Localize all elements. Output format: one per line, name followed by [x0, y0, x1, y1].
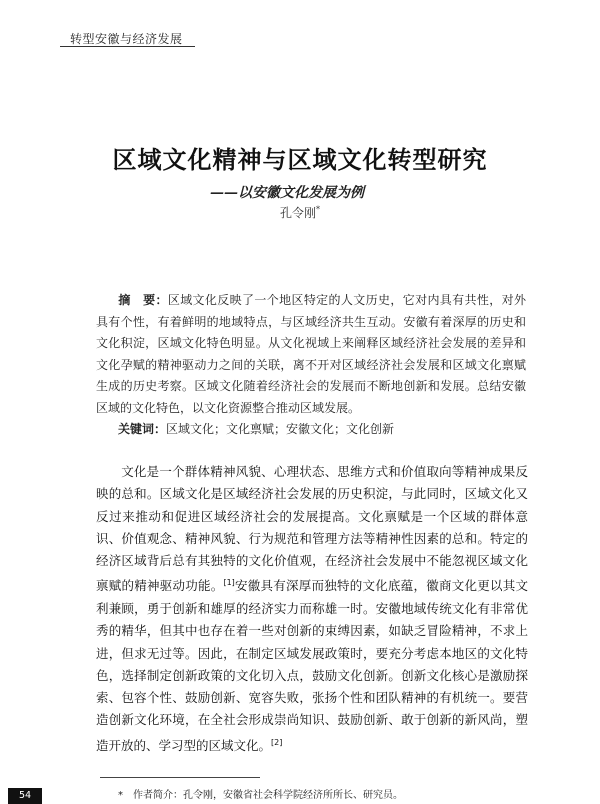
keywords-label: 关键词：: [118, 422, 167, 436]
body-text: [96, 461, 528, 757]
author-name: 孔令刚: [279, 206, 316, 220]
header-underline: [60, 46, 195, 48]
journal-section-header: 转型安徽与经济发展: [70, 32, 183, 46]
citation-1: [1]: [223, 578, 235, 588]
body-text-part-1: 文化是一个群体精神风貌、心理状态、思维方式和价值取向等精神成果反映的总和。区域文化是区域经济社会发展的历史积淀，与此同时，区域文化又反过来推动和促进区域经济社会的发展提高。文化禀赋是一个区域的群体意识、价值观念、精神风貌、行为规范和管理方法等精神性因素的总和。特定的经济区域背后总有其独特的文化价值观，在经济社会发展中不能忽视区域文化禀赋的精神驱动功能。: [96, 464, 528, 594]
body-paragraph: [96, 461, 528, 757]
article-subtitle: ——以安徽文化发展为例: [210, 185, 364, 201]
abstract-block: [96, 290, 526, 441]
footnote: [118, 786, 403, 801]
keywords-paragraph: [96, 419, 526, 441]
article-title: 区域文化精神与区域文化转型研究: [112, 146, 488, 174]
keywords-text: 区域文化；文化禀赋；安徽文化；文化创新: [166, 422, 395, 436]
citation-2: [2]: [271, 737, 283, 747]
abstract-paragraph: [96, 290, 526, 419]
abstract-text: 区域文化反映了一个地区特定的人文历史，它对内具有共性，对外具有个性，有着鲜明的地域特点，与区域经济共生互动。安徽有着深厚的历史和文化积淀，区域文化特色明显。从文化视域上来阐释区域经济社会发展的差异和文化孕赋的精神驱动力之间的关联，离不开对区域经济社会发展和区域文化禀赋生成的历史考察。区域文化随着经济社会的发展而不断地创新和发展。总结安徽区域的文化特色，以文化资源整合推动区域发展。: [96, 293, 526, 415]
author-line: [0, 204, 600, 221]
footnote-mark: *: [118, 790, 123, 801]
footnote-text: 作者简介：孔令刚，安徽省社会科学院经济所所长、研究员。: [133, 790, 403, 801]
footnote-divider: [100, 777, 260, 779]
page-number: 54: [8, 788, 42, 804]
body-text-part-2: 安徽具有深厚而独特的文化底蕴，徽商文化更以其文利兼顾，勇于创新和雄厚的经济实力而称雄一时。安徽地域传统文化有非常优秀的精华，但其中也存在着一些对创新的束缚因素，如缺乏冒险精神，不求上进，但求无过等。因此，在制定区域发展政策时，要充分考虑本地区的文化特色，选择制定创新政策的文化切入点，鼓励文化创新。创新文化核心是激励探索、包容个性、鼓励创新、宽容失败，张扬个性和团队精神的有机统一。要营造创新文化环境，在全社会形成崇尚知识、鼓励创新、敢于创新的新风尚，塑造开放的、学习型的区域文化。: [96, 578, 528, 753]
author-footnote-mark: *: [316, 205, 320, 214]
abstract-label: 摘 要：: [118, 293, 168, 307]
